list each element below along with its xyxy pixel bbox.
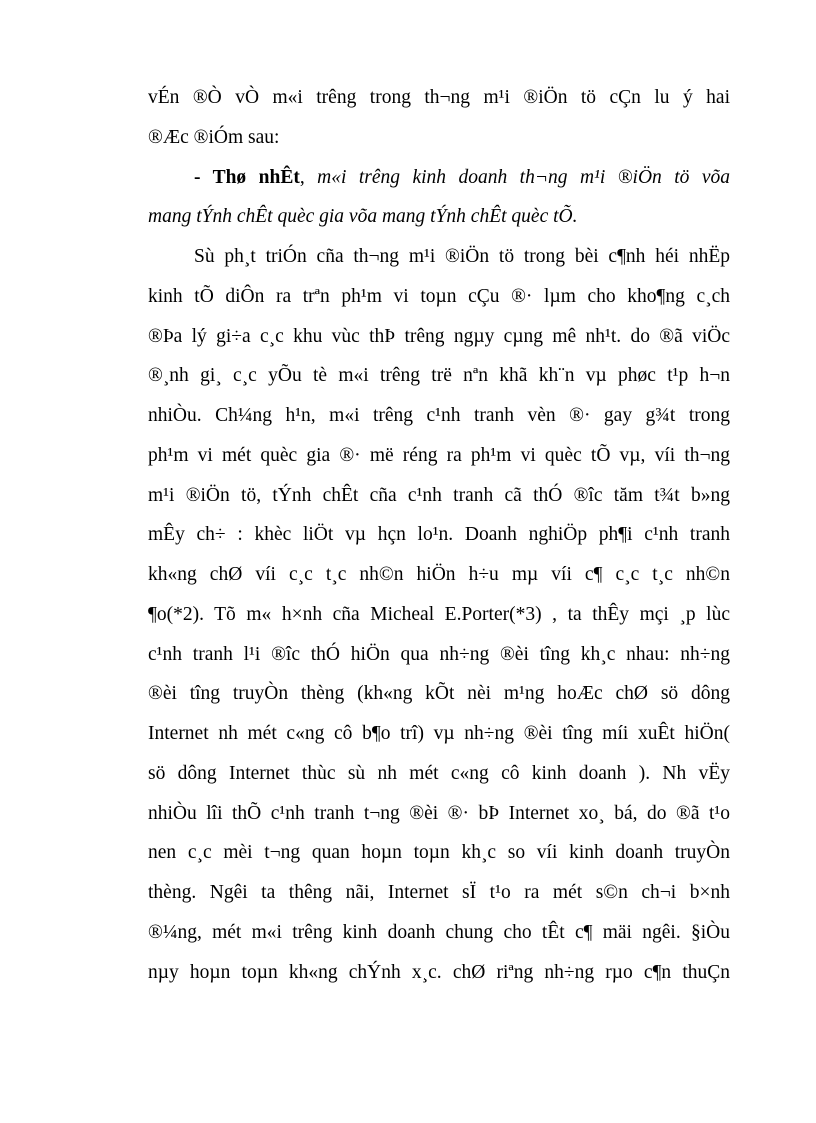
body-text [148,78,730,992]
text-line-9: nhiÒu. Ch¼ng h¹n, m«i trêng c¹nh tranh vèn ®· gay g¾t trong [148,405,730,426]
text-line-5: Sù ph¸t triÓn cña th¬ng m¹i ®iÖn tö trong bèi c¶nh héi nhËp [194,246,730,267]
text-line-2: ®Æc ®iÓm sau: [148,126,280,148]
text-line-4: mang tÝnh chÊt quèc gia võa mang tÝnh chÊt quèc tÕ. [148,206,578,228]
text-line-20: nen c¸c mèi t¬ng quan hoµn toµn kh¸c so víi kinh doanh truyÒn [148,842,730,864]
item-separator: , [299,166,318,188]
text-line-16: ®èi tîng truyÒn thèng (kh«ng kÕt nèi m¹ng hoÆc chØ sö dông [148,683,730,705]
text-line-18: sö dông Internet thùc sù nh mét c«ng cô kinh doanh ). Nh vËy [148,762,730,784]
text-line-14: ¶o(*2). Tõ m« h×nh cña Micheal E.Porter(*3) , ta thÊy mçi ¸p lùc [148,603,730,625]
text-line-13: kh«ng chØ víi c¸c t¸c nh©n hiÖn h÷u mµ víi c¶ c¸c t¸c nh©n [148,564,730,585]
list-item-first [148,158,730,198]
item-label: - Thø nhÊt [194,166,300,188]
text-line-8: ®¸nh gi¸ c¸c yÕu tè m«i trêng trë nªn khã kh¨n vµ phøc t¹p h¬n [148,365,730,387]
item-text: m«i trêng kinh doanh th¬ng m¹i ®iÖn tö võa [317,166,731,188]
text-line-11: m¹i ®iÖn tö, tÝnh chÊt cña c¹nh tranh cã thÓ ®îc tăm t¾t b»ng [148,484,730,506]
text-line-17: Internet nh mét c«ng cô b¶o trî) vµ nh÷ng ®èi tîng míi xuÊt hiÖn( [148,723,730,744]
text-line-7: ®Þa lý gi÷a c¸c khu vùc thÞ trêng ngµy cµng mê nh¹t. do ®ã viÖc [148,325,730,347]
text-line-10: ph¹m vi mét quèc gia ®· më réng ra ph¹m vi quèc tÕ vµ, víi th¬ng [148,444,730,466]
text-line-6: kinh tÕ diÔn ra trªn ph¹m vi toµn cÇu ®· lµm cho kho¶ng c¸ch [148,285,730,307]
text-line-23: nµy hoµn toµn kh«ng chÝnh x¸c. chØ riªng nh÷ng rµo c¶n thuÇn [148,961,730,983]
text-line-1: vÉn ®Ò vÒ m«i trêng trong th¬ng m¹i ®iÖn tö cÇn lu ý hai [148,87,730,108]
text-line-12: mÊy ch÷ : khèc liÖt vµ hçn lo¹n. Doanh nghiÖp ph¶i c¹nh tranh [148,524,730,546]
text-line-22: ®¼ng, mét m«i trêng kinh doanh chung cho tÊt c¶ mäi ngêi. §iÒu [148,921,730,943]
text-line-15: c¹nh tranh l¹i ®îc thÓ hiÖn qua nh÷ng ®èi tîng kh¸c nhau: nh÷ng [148,643,730,665]
text-line-21: thèng. Ngêi ta thêng nãi, Internet sÏ t¹o ra mét s©n ch¬i b×nh [148,882,730,903]
text-line-19: nhiÒu lîi thÕ c¹nh tranh t¬ng ®èi ®· bÞ Internet xo¸ bá, do ®ã t¹o [148,802,730,824]
